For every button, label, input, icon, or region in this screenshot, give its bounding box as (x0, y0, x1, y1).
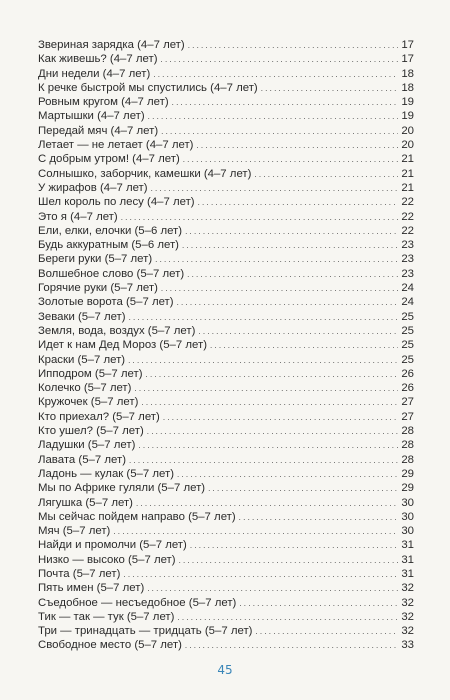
toc-entry-title: У жирафов (4–7 лет) (38, 181, 148, 194)
toc-entry (38, 638, 414, 652)
toc-entry-title: Мартышки (4–7 лет) (38, 110, 145, 123)
toc-entry-title: Пять имен (5–7 лет) (38, 582, 145, 595)
toc-entry-title: Лягушка (5–7 лет) (38, 496, 133, 509)
toc-entry (38, 553, 414, 567)
toc-dot-leader (198, 324, 398, 339)
toc-dot-leader (138, 438, 398, 453)
toc-entry-title: Колечко (5–7 лет) (38, 382, 132, 395)
toc-dot-leader (151, 181, 398, 196)
toc-entry-title: Береги руки (5–7 лет) (38, 253, 153, 266)
toc-entry-title: Кружочек (5–7 лет) (38, 396, 139, 409)
toc-entry-page: 25 (401, 353, 414, 366)
toc-entry (38, 438, 414, 452)
toc-entry-title: Мяч (5–7 лет) (38, 525, 111, 538)
toc-entry-title: Найди и промолчи (5–7 лет) (38, 539, 187, 552)
toc-entry (38, 38, 414, 52)
toc-entry-page: 32 (401, 625, 414, 638)
toc-entry-title: Свободное место (5–7 лет) (38, 639, 182, 652)
toc-entry-page: 31 (401, 539, 414, 552)
toc-entry-title: Это я (4–7 лет) (38, 210, 118, 223)
toc-entry-page: 23 (401, 239, 414, 252)
toc-dot-leader (185, 224, 398, 239)
toc-entry-title: Земля, вода, воздух (5–7 лет) (38, 324, 196, 337)
toc-dot-leader (136, 496, 398, 511)
toc-entry-page: 26 (401, 367, 414, 380)
toc-dot-leader (239, 596, 398, 611)
toc-dot-leader (179, 553, 398, 568)
toc-entry-title: Мы по Африке гуляли (5–7 лет) (38, 482, 206, 495)
toc-entry-title: Ладушки (5–7 лет) (38, 439, 136, 452)
toc-entry-title: С добрым утром! (4–7 лет) (38, 153, 180, 166)
toc-entry (38, 567, 414, 581)
toc-entry-title: Волшебное слово (5–7 лет) (38, 267, 185, 280)
toc-entry-page: 17 (401, 53, 414, 66)
toc-entry-page: 22 (401, 210, 414, 223)
toc-entry-page: 20 (401, 124, 414, 137)
toc-entry-page: 32 (401, 596, 414, 609)
toc-entry-page: 27 (401, 410, 414, 423)
toc-entry-page: 33 (401, 639, 414, 652)
toc-entry (38, 124, 414, 138)
toc-dot-leader (163, 410, 398, 425)
toc-entry (38, 109, 414, 123)
table-of-contents (38, 38, 414, 653)
toc-entry-page: 30 (401, 525, 414, 538)
toc-entry-page: 29 (401, 467, 414, 480)
toc-entry-page: 19 (401, 110, 414, 123)
toc-entry (38, 210, 414, 224)
toc-dot-leader (185, 638, 398, 653)
toc-entry (38, 410, 414, 424)
toc-entry (38, 381, 414, 395)
toc-entry-page: 28 (401, 439, 414, 452)
toc-entry (38, 238, 414, 252)
toc-entry-page: 23 (401, 253, 414, 266)
toc-entry-page: 21 (401, 181, 414, 194)
toc-entry-page: 31 (401, 567, 414, 580)
toc-dot-leader (172, 95, 398, 110)
toc-entry-title: Солнышко, заборчик, камешки (4–7 лет) (38, 167, 252, 180)
toc-entry-page: 26 (401, 382, 414, 395)
toc-entry (38, 181, 414, 195)
toc-entry (38, 338, 414, 352)
toc-entry (38, 267, 414, 281)
toc-dot-leader (113, 524, 398, 539)
toc-entry (38, 195, 414, 209)
toc-entry-title: Низко — высоко (5–7 лет) (38, 553, 176, 566)
toc-dot-leader (177, 295, 398, 310)
toc-entry-title: Ладонь — кулак (5–7 лет) (38, 467, 174, 480)
toc-entry-title: Зеваки (5–7 лет) (38, 310, 126, 323)
toc-entry (38, 295, 414, 309)
toc-dot-leader (161, 124, 398, 139)
toc-entry-page: 24 (401, 282, 414, 295)
toc-entry-title: Идет к нам Дед Мороз (5–7 лет) (38, 339, 208, 352)
toc-entry-title: Ровным кругом (4–7 лет) (38, 96, 169, 109)
toc-entry (38, 138, 414, 152)
toc-entry-title: Съедобное — несъедобное (5–7 лет) (38, 596, 237, 609)
page-number: 45 (217, 663, 233, 677)
toc-dot-leader (121, 210, 398, 225)
toc-entry (38, 353, 414, 367)
toc-dot-leader (190, 538, 398, 553)
toc-entry-page: 25 (401, 324, 414, 337)
toc-entry-page: 28 (401, 453, 414, 466)
toc-entry (38, 395, 414, 409)
toc-dot-leader (210, 338, 398, 353)
toc-entry-page: 27 (401, 396, 414, 409)
toc-entry (38, 524, 414, 538)
toc-entry (38, 424, 414, 438)
toc-entry-title: Золотые ворота (5–7 лет) (38, 296, 174, 309)
toc-dot-leader (177, 467, 398, 482)
toc-dot-leader (141, 395, 398, 410)
toc-dot-leader (255, 624, 398, 639)
toc-entry-page: 17 (401, 39, 414, 51)
toc-entry (38, 167, 414, 181)
toc-entry-page: 29 (401, 482, 414, 495)
toc-entry-title: Краски (5–7 лет) (38, 353, 126, 366)
toc-dot-leader (161, 52, 398, 67)
toc-entry (38, 467, 414, 481)
toc-entry-title: Почта (5–7 лет) (38, 567, 121, 580)
toc-entry-page: 32 (401, 610, 414, 623)
toc-dot-leader (208, 481, 398, 496)
toc-dot-leader (147, 581, 398, 596)
toc-entry-title: Как живешь? (4–7 лет) (38, 53, 158, 66)
toc-entry (38, 538, 414, 552)
toc-dot-leader (182, 238, 398, 253)
toc-entry (38, 453, 414, 467)
toc-entry-title: Кто ушел? (5–7 лет) (38, 425, 144, 438)
toc-entry-title: Кто приехал? (5–7 лет) (38, 410, 160, 423)
toc-entry-title: Мы сейчас пойдем направо (5–7 лет) (38, 510, 236, 523)
toc-entry (38, 624, 414, 638)
toc-dot-leader (183, 152, 398, 167)
toc-entry-title: Горячие руки (5–7 лет) (38, 282, 158, 295)
toc-dot-leader (129, 453, 398, 468)
toc-entry-page: 18 (401, 81, 414, 94)
toc-entry-page: 23 (401, 267, 414, 280)
toc-entry (38, 310, 414, 324)
toc-entry-page: 30 (401, 510, 414, 523)
toc-entry (38, 152, 414, 166)
toc-entry-title: Летает — не летает (4–7 лет) (38, 139, 194, 152)
toc-entry (38, 224, 414, 238)
toc-entry-title: Дни недели (4–7 лет) (38, 67, 151, 80)
toc-entry-page: 19 (401, 96, 414, 109)
toc-dot-leader (187, 267, 398, 282)
toc-entry-page: 25 (401, 310, 414, 323)
toc-entry-page: 22 (401, 224, 414, 237)
toc-dot-leader (161, 281, 398, 296)
toc-dot-leader (188, 38, 398, 53)
toc-entry-title: Передай мяч (4–7 лет) (38, 124, 159, 137)
toc-entry (38, 95, 414, 109)
toc-dot-leader (148, 109, 398, 124)
toc-entry-title: К речке быстрой мы спустились (4–7 лет) (38, 81, 258, 94)
toc-entry (38, 367, 414, 381)
toc-entry-page: 25 (401, 339, 414, 352)
toc-entry (38, 510, 414, 524)
toc-dot-leader (146, 367, 399, 382)
toc-dot-leader (239, 510, 398, 525)
toc-entry (38, 252, 414, 266)
toc-entry (38, 481, 414, 495)
toc-dot-leader (128, 353, 398, 368)
toc-dot-leader (123, 567, 398, 582)
toc-entry-page: 22 (401, 196, 414, 209)
toc-dot-leader (155, 252, 398, 267)
toc-entry-page: 28 (401, 425, 414, 438)
toc-entry-page: 31 (401, 553, 414, 566)
toc-dot-leader (196, 138, 398, 153)
toc-dot-leader (153, 67, 398, 82)
toc-entry (38, 281, 414, 295)
toc-dot-leader (129, 310, 398, 325)
toc-entry-title: Три — тринадцать — тридцать (5–7 лет) (38, 625, 253, 638)
toc-entry (38, 496, 414, 510)
toc-dot-leader (261, 81, 398, 96)
toc-dot-leader (177, 610, 398, 625)
toc-entry-title: Звериная зарядка (4–7 лет) (38, 39, 185, 51)
toc-dot-leader (254, 167, 398, 182)
toc-entry-title: Лавата (5–7 лет) (38, 453, 126, 466)
toc-entry-page: 21 (401, 153, 414, 166)
toc-entry (38, 596, 414, 610)
toc-entry-title: Ипподром (5–7 лет) (38, 367, 143, 380)
toc-entry-page: 30 (401, 496, 414, 509)
toc-entry (38, 581, 414, 595)
toc-dot-leader (147, 424, 398, 439)
toc-entry (38, 52, 414, 66)
toc-dot-leader (134, 381, 398, 396)
toc-entry-title: Шел король по лесу (4–7 лет) (38, 196, 195, 209)
toc-entry-page: 24 (401, 296, 414, 309)
toc-dot-leader (198, 195, 398, 210)
toc-entry-page: 32 (401, 582, 414, 595)
toc-entry-title: Тик — так — тук (5–7 лет) (38, 610, 175, 623)
toc-entry (38, 81, 414, 95)
toc-entry-page: 21 (401, 167, 414, 180)
toc-entry (38, 610, 414, 624)
toc-entry (38, 67, 414, 81)
toc-entry-title: Ели, елки, елочки (5–6 лет) (38, 224, 183, 237)
toc-entry-title: Будь аккуратным (5–6 лет) (38, 239, 179, 252)
toc-entry-page: 18 (401, 67, 414, 80)
toc-entry (38, 324, 414, 338)
toc-entry-page: 20 (401, 139, 414, 152)
